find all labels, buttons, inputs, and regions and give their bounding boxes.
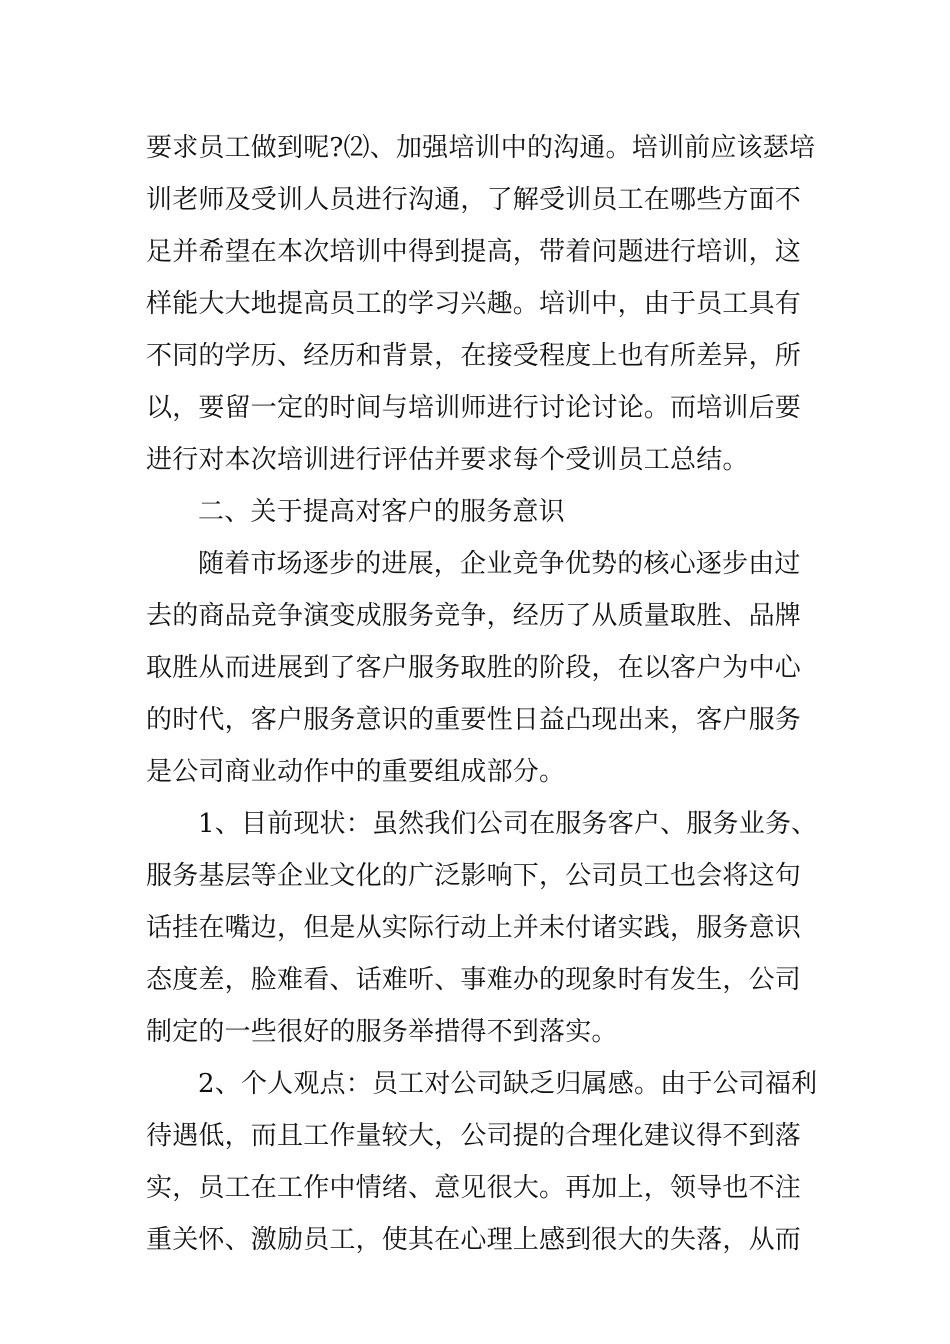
text-line: 不同的学历、经历和背景，在接受程度上也有所差异，所 xyxy=(146,341,802,371)
text-line: 样能大大地提高员工的学习兴趣。培训中，由于员工具有 xyxy=(146,289,802,319)
text-line: 制定的一些很好的服务举措得不到落实。 xyxy=(146,1017,618,1047)
text-line: 重关怀、激励员工，使其在心理上感到很大的失落，从而 xyxy=(146,1225,802,1255)
text-line: 话挂在嘴边，但是从实际行动上并未付诸实践，服务意识 xyxy=(146,913,802,943)
text-line: 是公司商业动作中的重要组成部分。 xyxy=(146,757,566,787)
text-line: 态度差，脸难看、话难听、事难办的现象时有发生，公司 xyxy=(146,965,802,995)
text-line: 1、目前现状：虽然我们公司在服务客户、服务业务、 xyxy=(198,809,818,839)
section-heading: 二、关于提高对客户的服务意识 xyxy=(198,497,565,527)
text-line: 要求员工做到呢?⑵、加强培训中的沟通。培训前应该瑟培 xyxy=(146,133,816,163)
text-line: 实，员工在工作中情绪、意见很大。再加上，领导也不注 xyxy=(146,1173,802,1203)
text-line: 随着市场逐步的进展，企业竞争优势的核心逐步由过 xyxy=(198,549,801,579)
text-line: 2、个人观点：员工对公司缺乏归属感。由于公司福利 xyxy=(198,1069,818,1099)
text-line: 足并希望在本次培训中得到提高，带着问题进行培训，这 xyxy=(146,237,802,267)
text-line: 以，要留一定的时间与培训师进行讨论讨论。而培训后要 xyxy=(146,393,802,423)
text-line: 的时代，客户服务意识的重要性日益凸现出来，客户服务 xyxy=(146,705,802,735)
text-line: 服务基层等企业文化的广泛影响下，公司员工也会将这句 xyxy=(146,861,802,891)
text-line: 进行对本次培训进行评估并要求每个受训员工总结。 xyxy=(146,445,749,475)
text-line: 待遇低，而且工作量较大，公司提的合理化建议得不到落 xyxy=(146,1121,802,1151)
text-line: 取胜从而进展到了客户服务取胜的阶段，在以客户为中心 xyxy=(146,653,802,683)
text-line: 训老师及受训人员进行沟通，了解受训员工在哪些方面不 xyxy=(146,185,802,215)
text-line: 去的商品竞争演变成服务竞争，经历了从质量取胜、品牌 xyxy=(146,601,802,631)
